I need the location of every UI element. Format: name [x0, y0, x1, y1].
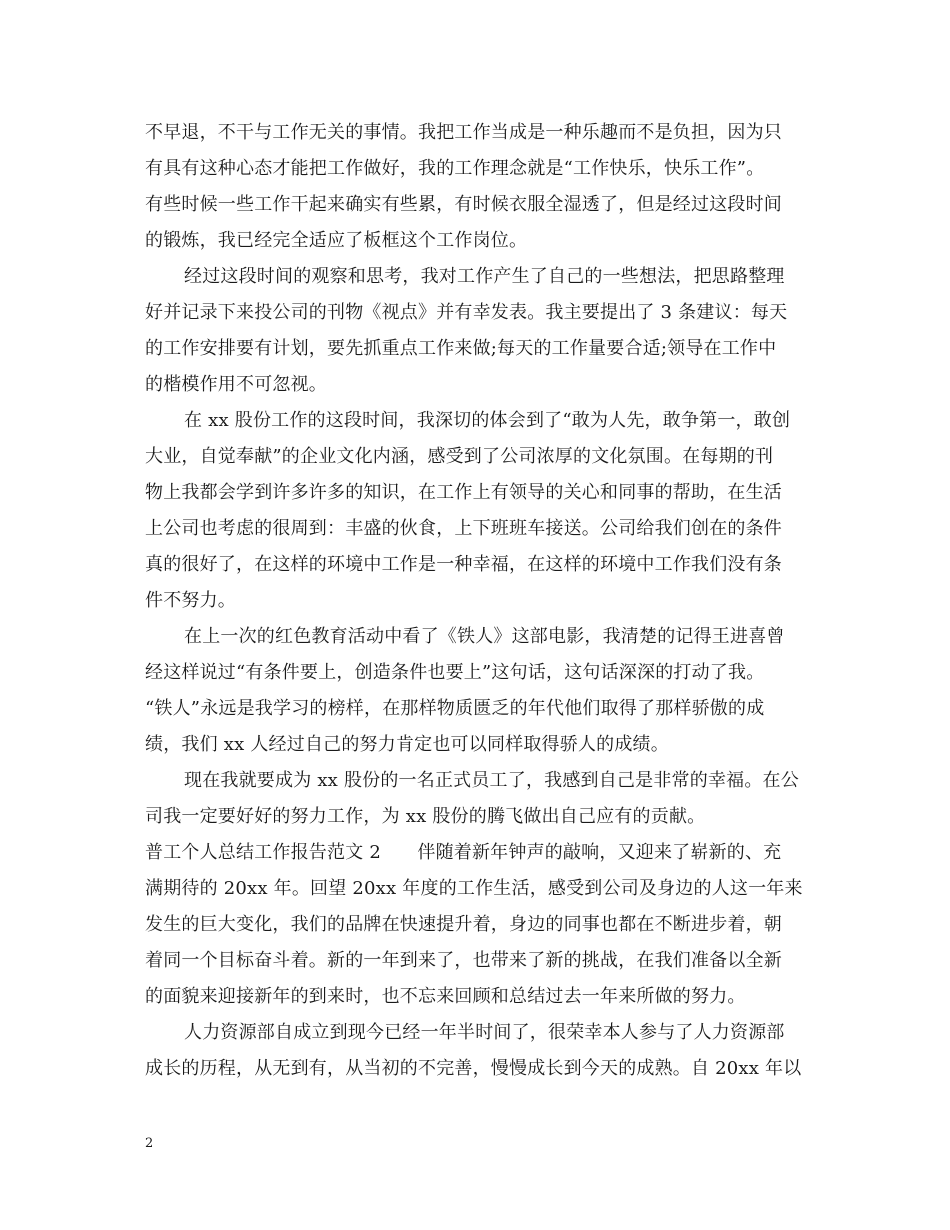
document-body	[145, 115, 815, 1087]
paragraph-first-line: 在上一次的红色教育活动中看了《铁人》这部电影，我清楚的记得王进喜曾	[184, 626, 785, 647]
text-line: 不早退，不干与工作无关的事情。我把工作当成是一种乐趣而不是负担，因为只	[145, 122, 782, 143]
section-heading-line: 普工个人总结工作报告范文 2 伴随着新年钟声的敲响，又迎来了崭新的、充	[145, 842, 782, 863]
text-line: 大业，自觉奉献”的企业文化内涵，感受到了公司浓厚的文化氛围。在每期的刊	[145, 446, 774, 467]
paragraph-first-line: 人力资源部自成立到现今已经一年半时间了，很荣幸本人参与了人力资源部	[184, 1022, 785, 1043]
text-line: 好并记录下来投公司的刊物《视点》并有幸发表。我主要提出了 3 条建议：每天	[145, 302, 788, 323]
paragraph-first-line: 在 xx 股份工作的这段时间，我深切的体会到了“敢为人先，敢争第一，敢创	[184, 410, 791, 431]
paragraph-first-line: 现在我就要成为 xx 股份的一名正式员工了，我感到自己是非常的幸福。在公	[184, 770, 799, 791]
text-line: 的楷模作用不可忽视。	[145, 374, 327, 395]
text-line: 物上我都会学到许多许多的知识，在工作上有领导的关心和同事的帮助，在生活	[145, 482, 782, 503]
text-line: 满期待的 20xx 年。回望 20xx 年度的工作生活，感受到公司及身边的人这一年来	[145, 878, 803, 899]
text-line: 有具有这种心态才能把工作做好，我的工作理念就是“工作快乐，快乐工作”。	[145, 158, 765, 179]
text-line: 着同一个目标奋斗着。新的一年到来了，也带来了新的挑战，在我们准备以全新	[145, 950, 782, 971]
text-line: 有些时候一些工作干起来确实有些累，有时候衣服全湿透了，但是经过这段时间	[145, 194, 782, 215]
text-line: 件不努力。	[145, 590, 236, 611]
text-line: 绩，我们 xx 人经过自己的努力肯定也可以同样取得骄人的成绩。	[145, 734, 669, 755]
paragraph-first-line: 经过这段时间的观察和思考，我对工作产生了自己的一些想法，把思路整理	[184, 266, 785, 287]
text-line: 成长的历程，从无到有，从当初的不完善，慢慢成长到今天的成熟。自 20xx 年以	[145, 1058, 802, 1079]
text-line: 的面貌来迎接新年的到来时，也不忘来回顾和总结过去一年来所做的努力。	[145, 986, 746, 1007]
text-line: 的工作安排要有计划，要先抓重点工作来做;每天的工作量要合适;领导在工作中	[145, 338, 777, 359]
text-line: 的锻炼，我已经完全适应了板框这个工作岗位。	[145, 230, 528, 251]
text-line: 司我一定要好好的努力工作，为 xx 股份的腾飞做出自己应有的贡献。	[145, 806, 706, 827]
page-number: 2	[145, 1136, 154, 1151]
text-line: “铁人”永远是我学习的榜样，在那样物质匮乏的年代他们取得了那样骄傲的成	[145, 698, 765, 719]
text-line: 上公司也考虑的很周到：丰盛的伙食，上下班班车接送。公司给我们创在的条件	[145, 518, 782, 539]
text-line: 经这样说过“有条件要上，创造条件也要上”这句话，这句话深深的打动了我。	[145, 662, 765, 683]
text-line: 真的很好了，在这样的环境中工作是一种幸福，在这样的环境中工作我们没有条	[145, 554, 782, 575]
text-line: 发生的巨大变化，我们的品牌在快速提升着，身边的同事也都在不断进步着，朝	[145, 914, 782, 935]
